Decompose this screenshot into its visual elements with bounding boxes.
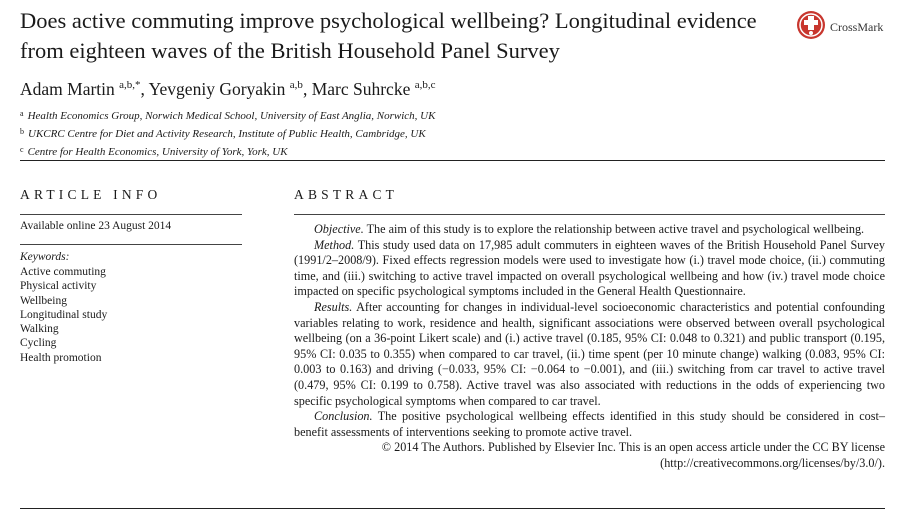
affiliation-mark: c [20, 145, 24, 154]
results-label: Results. [314, 299, 353, 314]
keywords-divider [20, 244, 242, 245]
keyword-item: Cycling [20, 337, 57, 350]
crossmark-label: CrossMark [830, 20, 884, 34]
author-affiliation-marks[interactable]: a,b [289, 79, 303, 91]
results-text: After accounting for changes in individual-level socioeconomic characteristics and potential confounding variables relating to work, residence and health, significant associations were observed between overall psychological wellbeing (on a 36-point Likert scale) and (i.) active travel (0.185, 95% CI: 0.048 to 0.321) and public transport (0.195, 95% CI: 0.035 to 0.355) when compared to car travel, (ii.) time spent (per 10 minute change) walking (0.083, 95% CI: 0.003 to 0.163) and driving (−0.033, 95% CI: −0.064 to −0.001), and (iii.) switching from car travel to active travel (0.479, 95% CI: 0.199 to 0.758). Active travel was also associated with reductions in the odds of experiencing two specific psychological symptoms when compared to car travel. [294, 299, 885, 408]
conclusion-label: Conclusion. [314, 409, 373, 424]
footer-divider [20, 508, 885, 509]
abstract-method [294, 238, 885, 300]
author-name[interactable]: Marc Suhrcke [311, 79, 411, 99]
article-info-heading: ARTICLE INFO [20, 187, 162, 202]
affiliation-text: Centre for Health Economics, University of York, York, UK [27, 146, 288, 158]
abstract-conclusion [294, 409, 885, 440]
abstract-heading: ABSTRACT [294, 187, 399, 202]
objective-text: The aim of this study is to explore the relationship between active travel and psychological wellbeing. [363, 222, 865, 236]
keyword-item: Active commuting [20, 266, 106, 278]
keywords-label: Keywords: [20, 251, 70, 263]
article-title: Does active commuting improve psychological wellbeing? Longitudinal evidence from eighteen waves of the British Household Panel Survey [20, 8, 757, 63]
objective-label: Objective. [314, 222, 364, 236]
affiliation-text: UKCRC Centre for Diet and Activity Research, Institute of Public Health, Cambridge, UK [28, 128, 426, 140]
author-name[interactable]: Adam Martin [20, 79, 115, 99]
author-affiliation-marks[interactable]: a,b,c [414, 79, 436, 91]
author-affiliation-marks[interactable]: a,b,* [119, 79, 141, 91]
affiliation-item [20, 106, 435, 124]
affiliation-mark: b [20, 127, 24, 136]
author-list: Adam Martin $^{a,b,*}$, Yevgeniy Goryakin $^{a,b}$, Marc Suhrcke $^{a,b,c}$ [20, 79, 436, 99]
conclusion-text: The positive psychological wellbeing effects identified in this study should be considered in cost–benefit assessments of interventions seeking to promote active travel. [294, 409, 885, 439]
author-name[interactable]: Yevgeniy Goryakin [148, 79, 286, 99]
abstract-divider [294, 214, 885, 215]
affiliation-list [20, 106, 435, 160]
affiliation-item [20, 124, 435, 142]
keyword-item: Longitudinal study [20, 308, 108, 321]
crossmark-icon [796, 10, 826, 40]
available-online-date: Available online 23 August 2014 [20, 220, 172, 232]
keyword-item: Physical activity [20, 280, 97, 293]
copyright-notice[interactable]: © 2014 The Authors. Published by Elsevier Inc. This is an open access article under the CC BY license (http://creativecommons.org/licenses/by/3.0/). [381, 440, 885, 470]
article-info-divider [20, 214, 242, 215]
keyword-item: Walking [20, 323, 59, 336]
header-divider [20, 160, 885, 161]
method-label: Method. [314, 237, 355, 252]
abstract-body [294, 222, 885, 472]
abstract-objective [294, 222, 885, 238]
keyword-item: Wellbeing [20, 294, 67, 307]
keyword-item: Health promotion [20, 351, 102, 364]
affiliation-item [20, 142, 435, 160]
method-text: This study used data on 17,985 adult commuters in eighteen waves of the British Household Panel Survey (1991/2–2008/9). Fixed effects regression models were used to investigate how (i.) travel mode choice, (ii.) commuting time, and (iii.) switching to active travel impacted on overall psychological wellbeing and how (iv.) travel mode choice impacted on specific psychological symptoms included in the General Health Questionnaire. [294, 237, 885, 299]
keywords-list [20, 265, 107, 365]
affiliation-text: Health Economics Group, Norwich Medical School, University of East Anglia, Norwich, UK [27, 110, 436, 122]
affiliation-mark: a [20, 109, 24, 118]
crossmark-badge[interactable] [796, 10, 896, 44]
abstract-results [294, 300, 885, 409]
